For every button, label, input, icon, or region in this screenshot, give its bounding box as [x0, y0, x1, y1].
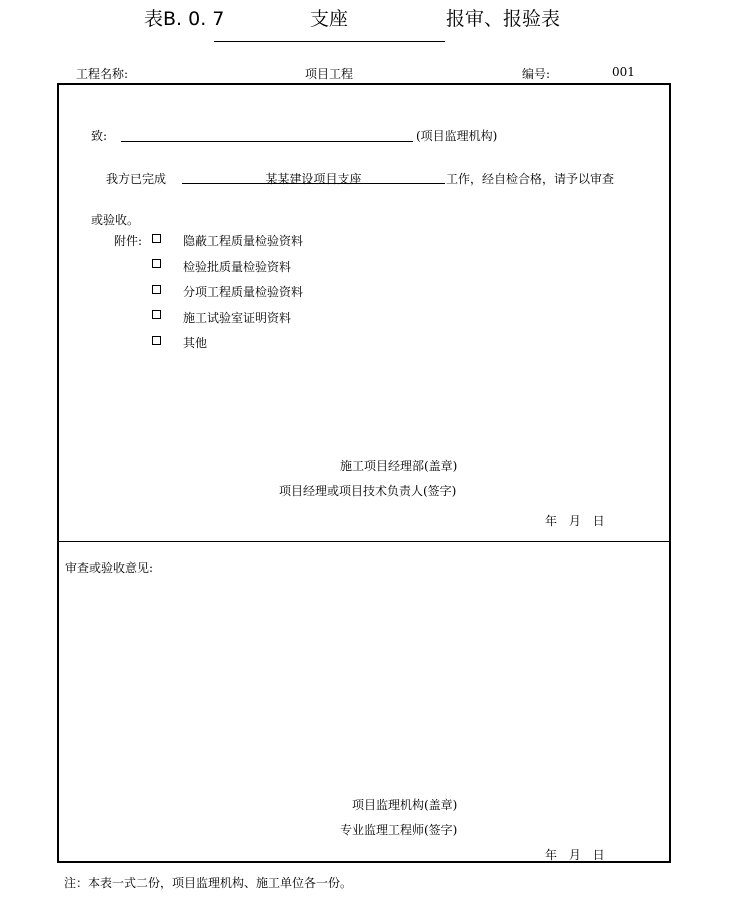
completed-underline	[182, 183, 445, 184]
attachments-label: 附件:	[114, 234, 143, 248]
attachment-checkbox-lab[interactable]	[152, 310, 161, 319]
form-code: 表B. 0. 7	[144, 8, 225, 30]
supervision-org-seal: 项目监理机构(盖章)	[352, 798, 458, 812]
engineer-signature: 专业监理工程师(签字)	[340, 823, 458, 837]
form-subject: 支座	[310, 8, 349, 30]
to-underline	[121, 141, 413, 142]
title-underline	[214, 41, 445, 42]
attachment-label-subitem: 分项工程质量检验资料	[183, 285, 304, 299]
attachment-label-hidden-works: 隐蔽工程质量检验资料	[183, 234, 304, 248]
attachment-checkbox-subitem[interactable]	[152, 285, 161, 294]
footnote: 注：本表一式二份，项目监理机构、施工单位各一份。	[64, 876, 353, 890]
number-label: 编号:	[522, 67, 551, 81]
attachment-label-other: 其他	[183, 336, 208, 350]
application-date: 年 月 日	[545, 514, 605, 528]
attachment-checkbox-other[interactable]	[152, 336, 161, 345]
to-suffix: (项目监理机构)	[416, 129, 498, 143]
attachment-checkbox-inspection-lot[interactable]	[152, 259, 161, 268]
project-name-label: 工程名称:	[76, 67, 129, 81]
continuation-text: 或验收。	[91, 213, 140, 227]
attachment-checkbox-hidden-works[interactable]	[152, 234, 161, 243]
section-divider	[57, 541, 671, 542]
completed-prefix: 我方已完成	[106, 172, 167, 186]
attachment-label-inspection-lot: 检验批质量检验资料	[183, 260, 292, 274]
manager-signature: 项目经理或项目技术负责人(签字)	[279, 484, 457, 498]
project-name-value: 项目工程	[305, 67, 354, 81]
review-date: 年 月 日	[545, 848, 605, 862]
construction-dept-seal: 施工项目经理部(盖章)	[340, 459, 458, 473]
review-opinion-label: 审查或验收意见:	[65, 561, 154, 575]
attachment-label-lab: 施工试验室证明资料	[183, 311, 292, 325]
form-title-suffix: 报审、报验表	[446, 8, 561, 30]
completed-suffix: 工作，经自检合格，请予以审查	[446, 172, 615, 186]
completed-work-value: 某某建设项目支座	[265, 172, 362, 186]
number-value: 001	[612, 65, 635, 79]
to-label: 致:	[91, 129, 108, 143]
